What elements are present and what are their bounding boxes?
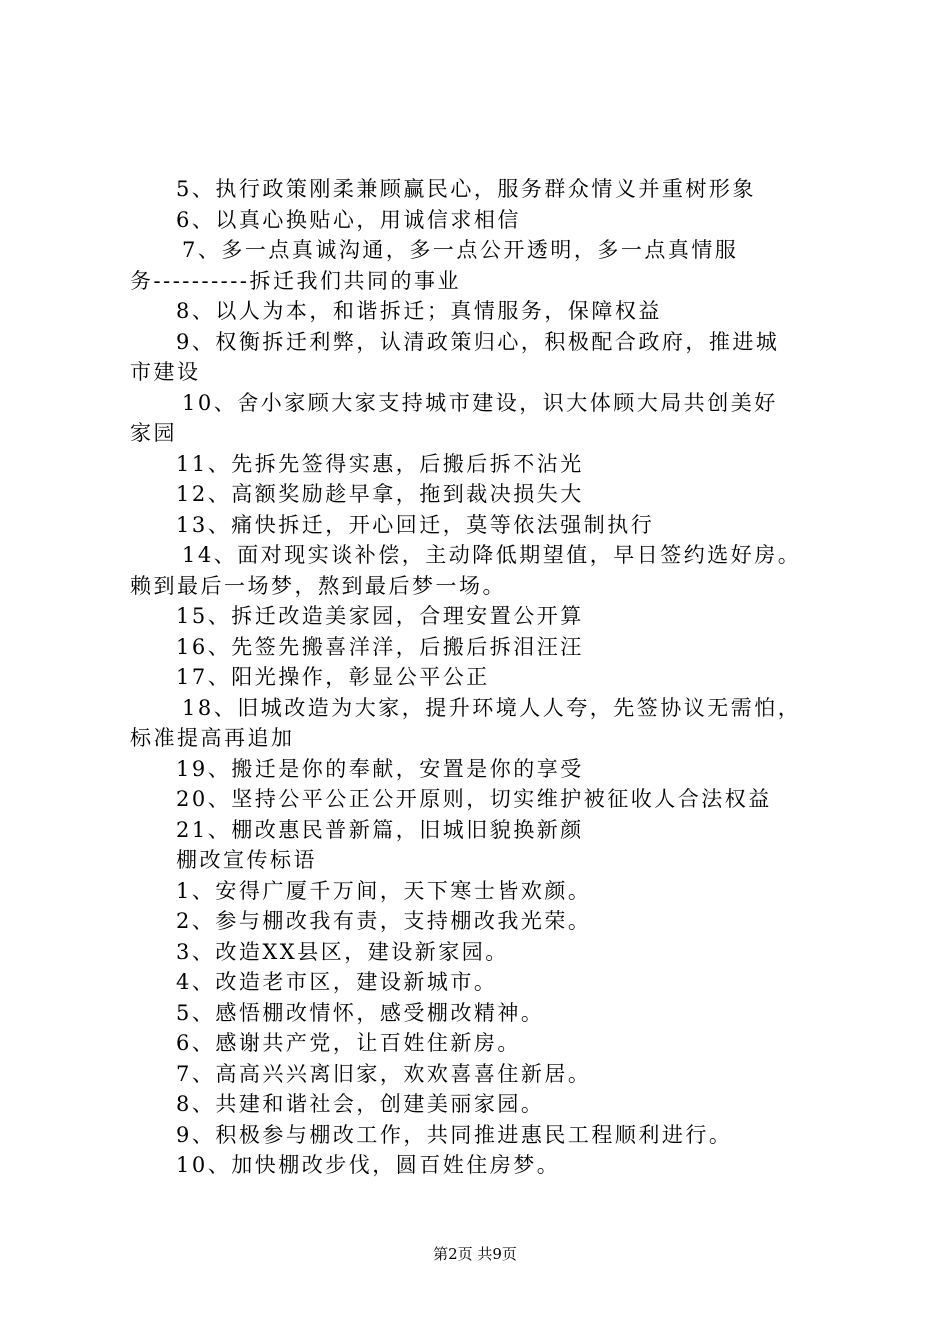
paragraph-line: 家园 <box>130 421 177 445</box>
paragraph-line: 1、安得广厦千万间，天下寒士皆欢颜。 <box>176 878 592 903</box>
paragraph-line: 市建设 <box>130 360 201 384</box>
paragraph-line: 8、以人为本，和谐拆迁；真情服务，保障权益 <box>176 299 662 323</box>
paragraph-line: 9、积极参与棚改工作，共同推进惠民工程顺利进行。 <box>176 1122 733 1147</box>
paragraph-line: 5、感悟棚改情怀，感受棚改精神。 <box>176 1000 545 1025</box>
paragraph-line: 2、参与棚改我有责，支持棚改我光荣。 <box>176 909 592 933</box>
paragraph-line: 18、旧城改造为大家，提升环境人人夸，先签协议无需怕， <box>182 695 802 720</box>
paragraph-line: 15、拆迁改造美家园，合理安置公开算 <box>176 604 584 628</box>
paragraph-line: 5、执行政策刚柔兼顾赢民心，服务群众情义并重树形象 <box>176 177 756 201</box>
section-heading: 棚改宣传标语 <box>176 848 317 872</box>
paragraph-line: 10、加快棚改步伐，圆百姓住房梦。 <box>176 1153 561 1177</box>
paragraph-line: 标准提高再追加 <box>130 726 295 750</box>
page-footer: 第2页 共9页 <box>433 1245 517 1263</box>
paragraph-line: 务----------拆迁我们共同的事业 <box>130 268 461 293</box>
paragraph-line: 21、棚改惠民普新篇，旧城旧貌换新颜 <box>176 817 584 842</box>
paragraph-line: 3、改造XX县区，建设新家园。 <box>176 939 509 964</box>
paragraph-line: 12、高额奖励趁早拿，拖到裁决损失大 <box>176 482 584 506</box>
paragraph-line: 7、多一点真诚沟通，多一点公开透明，多一点真情服 <box>182 238 739 262</box>
paragraph-line: 17、阳光操作，彰显公平公正 <box>176 665 490 689</box>
paragraph-line: 13、痛快拆迁，开心回迁，莫等依法强制执行 <box>176 512 655 537</box>
paragraph-line: 6、感谢共产党，让百姓住新房。 <box>176 1031 521 1055</box>
paragraph-line: 19、搬迁是你的奉献，安置是你的享受 <box>176 756 584 781</box>
paragraph-line: 7、高高兴兴离旧家，欢欢喜喜住新居。 <box>176 1061 592 1086</box>
paragraph-line: 11、先拆先签得实惠，后搬后拆不沾光 <box>176 451 584 476</box>
paragraph-line: 赖到最后一场梦，熬到最后梦一场。 <box>130 573 506 598</box>
paragraph-line: 6、以真心换贴心，用诚信求相信 <box>176 207 521 232</box>
paragraph-line: 16、先签先搬喜洋洋，后搬后拆泪汪汪 <box>176 634 584 659</box>
document-body <box>130 174 840 1181</box>
paragraph-line: 14、面对现实谈补偿，主动降低期望值，早日签约选好房。 <box>182 543 802 567</box>
paragraph-line: 9、权衡拆迁利弊，认清政策归心，积极配合政府，推进城 <box>176 329 780 354</box>
paragraph-line: 4、改造老市区，建设新城市。 <box>176 970 498 994</box>
paragraph-line: 8、共建和谐社会，创建美丽家园。 <box>176 1092 545 1116</box>
paragraph-line: 10、舍小家顾大家支持城市建设，识大体顾大局共创美好 <box>182 390 778 415</box>
paragraph-line: 20、坚持公平公正公开原则，切实维护被征收人合法权益 <box>176 787 772 811</box>
